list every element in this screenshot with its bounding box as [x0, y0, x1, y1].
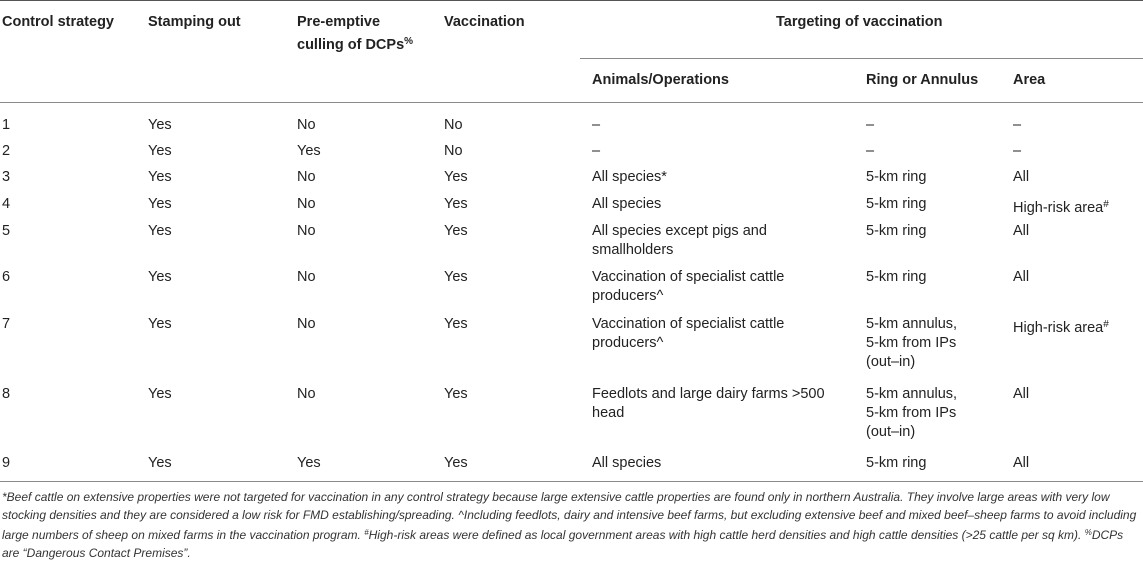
- cell-vaccination: No: [444, 143, 463, 159]
- cell-animals-operations: Vaccination of specialist cattle: [592, 316, 785, 332]
- cell-preemptive-culling: No: [297, 316, 316, 332]
- cell-area: –: [1013, 143, 1022, 159]
- cell-animals-operations: –: [592, 117, 601, 133]
- header-preemptive-line1: Pre-emptive: [297, 14, 381, 30]
- cell-ring-or-annulus: (out–in): [866, 424, 916, 440]
- cell-preemptive-culling: No: [297, 223, 316, 239]
- cell-area: All: [1013, 269, 1030, 285]
- header-preemptive-line2: culling of DCPs%: [297, 36, 414, 53]
- cell-area: –: [1013, 117, 1022, 133]
- cell-animals-operations: All species: [592, 196, 662, 212]
- cell-vaccination: Yes: [444, 269, 468, 285]
- cell-ring-or-annulus: (out–in): [866, 354, 916, 370]
- cell-ring-or-annulus: 5-km annulus,: [866, 316, 958, 332]
- cell-strategy: 5: [2, 223, 11, 239]
- header-animals-operations: Animals/Operations: [592, 72, 729, 88]
- cell-area: All: [1013, 455, 1030, 471]
- header-area: Area: [1013, 72, 1046, 88]
- table-top-rule: [0, 0, 1143, 1]
- cell-stamping-out: Yes: [148, 117, 172, 133]
- cell-preemptive-culling: Yes: [297, 143, 321, 159]
- cell-vaccination: Yes: [444, 455, 468, 471]
- cell-preemptive-culling: No: [297, 117, 316, 133]
- table-footnote: *Beef cattle on extensive properties were not targeted for vaccination in any control strategy because large extensive cattle properties are found only in northern Australia. They involve large areas with very low stocking densities and they are considered a low risk for FMD establishing/spreading. ^Including feedlots, dairy and intensive beef farms, but excluding extensive beef and mixed beef–sheep farms to avoid including large numbers of sheep on mixed farms in the vaccination program. #High-risk areas were defined as local government areas with high cattle herd densities and high cattle densities (>25 cattle per sq km). %DCPs are “Dangerous Contact Premises”.: [2, 490, 1137, 560]
- cell-strategy: 1: [2, 117, 11, 133]
- cell-preemptive-culling: No: [297, 386, 316, 402]
- cell-stamping-out: Yes: [148, 316, 172, 332]
- cell-stamping-out: Yes: [148, 143, 172, 159]
- cell-area: High-risk area#: [1013, 199, 1109, 216]
- cell-stamping-out: Yes: [148, 169, 172, 185]
- cell-strategy: 2: [2, 143, 11, 159]
- cell-animals-operations: producers^: [592, 335, 664, 351]
- header-stamping-out: Stamping out: [148, 14, 241, 30]
- cell-preemptive-culling: No: [297, 196, 316, 212]
- cell-animals-operations: Vaccination of specialist cattle: [592, 269, 785, 285]
- cell-animals-operations: All species except pigs and: [592, 223, 767, 239]
- cell-stamping-out: Yes: [148, 196, 172, 212]
- cell-vaccination: Yes: [444, 223, 468, 239]
- cell-ring-or-annulus: 5-km ring: [866, 269, 927, 285]
- cell-ring-or-annulus: 5-km from IPs: [866, 335, 957, 351]
- cell-preemptive-culling: Yes: [297, 455, 321, 471]
- header-ring-or-annulus: Ring or Annulus: [866, 72, 979, 88]
- cell-ring-or-annulus: 5-km ring: [866, 223, 927, 239]
- header-targeting-of-vaccination: Targeting of vaccination: [776, 14, 943, 30]
- targeting-subheader-rule: [580, 58, 1143, 59]
- cell-animals-operations: All species: [592, 455, 662, 471]
- cell-strategy: 6: [2, 269, 11, 285]
- cell-ring-or-annulus: 5-km ring: [866, 455, 927, 471]
- cell-strategy: 9: [2, 455, 11, 471]
- cell-stamping-out: Yes: [148, 223, 172, 239]
- cell-ring-or-annulus: 5-km ring: [866, 196, 927, 212]
- cell-animals-operations: Feedlots and large dairy farms >500: [592, 386, 825, 402]
- cell-animals-operations: smallholders: [592, 242, 674, 258]
- cell-vaccination: No: [444, 117, 463, 133]
- cell-preemptive-culling: No: [297, 269, 316, 285]
- cell-vaccination: Yes: [444, 316, 468, 332]
- cell-stamping-out: Yes: [148, 455, 172, 471]
- cell-area: High-risk area#: [1013, 319, 1109, 336]
- cell-stamping-out: Yes: [148, 386, 172, 402]
- cell-ring-or-annulus: 5-km ring: [866, 169, 927, 185]
- cell-stamping-out: Yes: [148, 269, 172, 285]
- header-vaccination: Vaccination: [444, 14, 525, 30]
- cell-animals-operations: producers^: [592, 288, 664, 304]
- cell-area: All: [1013, 223, 1030, 239]
- cell-ring-or-annulus: 5-km annulus,: [866, 386, 958, 402]
- header-bottom-rule: [0, 102, 1143, 103]
- cell-strategy: 8: [2, 386, 11, 402]
- cell-strategy: 7: [2, 316, 11, 332]
- cell-animals-operations: head: [592, 405, 625, 421]
- cell-ring-or-annulus: –: [866, 143, 875, 159]
- header-control-strategy: Control strategy: [2, 14, 114, 30]
- cell-animals-operations: All species*: [592, 169, 667, 185]
- table-bottom-rule: [0, 481, 1143, 482]
- cell-animals-operations: –: [592, 143, 601, 159]
- cell-area: All: [1013, 386, 1030, 402]
- cell-strategy: 4: [2, 196, 11, 212]
- cell-vaccination: Yes: [444, 386, 468, 402]
- cell-vaccination: Yes: [444, 169, 468, 185]
- cell-strategy: 3: [2, 169, 11, 185]
- cell-vaccination: Yes: [444, 196, 468, 212]
- cell-ring-or-annulus: –: [866, 117, 875, 133]
- cell-ring-or-annulus: 5-km from IPs: [866, 405, 957, 421]
- cell-preemptive-culling: No: [297, 169, 316, 185]
- cell-area: All: [1013, 169, 1030, 185]
